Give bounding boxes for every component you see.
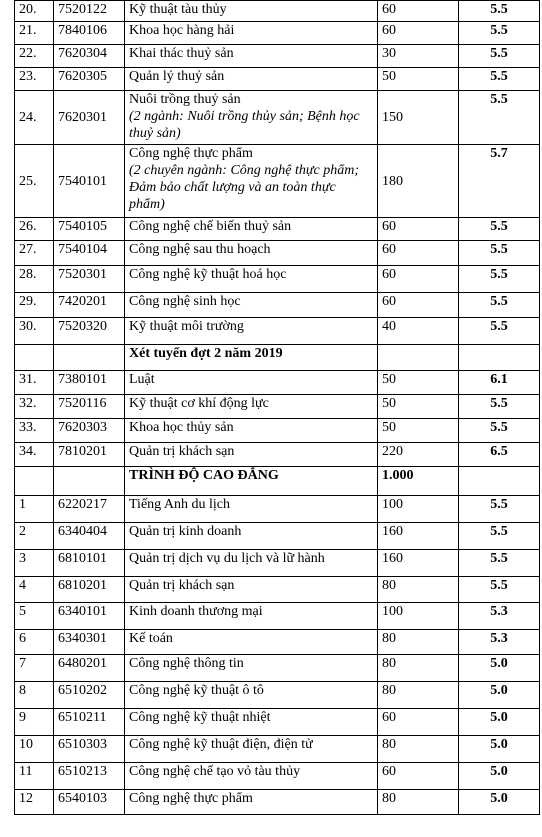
program-code: 7540104 bbox=[54, 241, 125, 266]
quota: 100 bbox=[378, 603, 459, 630]
program-name-cell bbox=[125, 145, 378, 218]
row-number: 20. bbox=[15, 1, 54, 22]
table-row bbox=[15, 736, 540, 763]
program-name: Công nghệ kỹ thuật hoá học bbox=[129, 267, 287, 282]
min-score: 5.5 bbox=[459, 22, 540, 45]
quota: 220 bbox=[378, 443, 459, 467]
row-number: 4 bbox=[15, 577, 54, 603]
program-name-cell bbox=[125, 655, 378, 682]
program-name: Công nghệ chế biến thuỷ sản bbox=[129, 219, 292, 234]
row-number: 6 bbox=[15, 630, 54, 655]
program-name-cell bbox=[125, 22, 378, 45]
program-code: 6510211 bbox=[54, 709, 125, 736]
table-row bbox=[15, 91, 540, 145]
table-row bbox=[15, 550, 540, 577]
program-name: Công nghệ thực phẩm bbox=[129, 146, 253, 161]
program-code: 7620304 bbox=[54, 45, 125, 68]
min-score: 5.5 bbox=[459, 318, 540, 345]
program-code: 7520320 bbox=[54, 318, 125, 345]
program-code: 7540105 bbox=[54, 218, 125, 241]
quota: 100 bbox=[378, 496, 459, 523]
program-name: Công nghệ sau thu hoạch bbox=[129, 242, 271, 257]
table-row bbox=[15, 145, 540, 218]
min-score: 5.5 bbox=[459, 1, 540, 22]
table-row bbox=[15, 395, 540, 419]
row-number: 34. bbox=[15, 443, 54, 467]
min-score: 5.0 bbox=[459, 736, 540, 763]
quota: 180 bbox=[378, 145, 459, 218]
program-name: Khoa học thủy sản bbox=[129, 420, 234, 435]
program-name: Công nghệ chế tạo vỏ tàu thủy bbox=[129, 764, 301, 779]
min-score: 5.7 bbox=[459, 145, 540, 218]
program-name: Luật bbox=[129, 372, 155, 387]
table-row bbox=[15, 419, 540, 443]
quota: 80 bbox=[378, 630, 459, 655]
row-number: 1 bbox=[15, 496, 54, 523]
row-number: 8 bbox=[15, 682, 54, 709]
quota: 50 bbox=[378, 371, 459, 395]
program-code: 6340404 bbox=[54, 523, 125, 550]
quota: 40 bbox=[378, 318, 459, 345]
min-score: 6.1 bbox=[459, 371, 540, 395]
empty-cell bbox=[459, 345, 540, 371]
row-number: 10 bbox=[15, 736, 54, 763]
min-score: 5.5 bbox=[459, 91, 540, 145]
program-name-cell bbox=[125, 523, 378, 550]
row-number: 2 bbox=[15, 523, 54, 550]
program-code: 6510213 bbox=[54, 763, 125, 790]
program-code: 7840106 bbox=[54, 22, 125, 45]
table-row bbox=[15, 763, 540, 790]
min-score: 5.5 bbox=[459, 241, 540, 266]
program-name-cell bbox=[125, 709, 378, 736]
row-number: 7 bbox=[15, 655, 54, 682]
min-score: 5.5 bbox=[459, 577, 540, 603]
program-code: 6510202 bbox=[54, 682, 125, 709]
program-name: Công nghệ kỹ thuật nhiệt bbox=[129, 710, 271, 725]
table-row bbox=[15, 293, 540, 318]
min-score: 5.5 bbox=[459, 496, 540, 523]
row-number: 21. bbox=[15, 22, 54, 45]
table-row bbox=[15, 523, 540, 550]
program-name-cell bbox=[125, 45, 378, 68]
table-row bbox=[15, 630, 540, 655]
row-number: 22. bbox=[15, 45, 54, 68]
table-row bbox=[15, 682, 540, 709]
min-score: 5.5 bbox=[459, 218, 540, 241]
row-number: 26. bbox=[15, 218, 54, 241]
quota: 150 bbox=[378, 91, 459, 145]
program-code: 7620301 bbox=[54, 91, 125, 145]
program-name: Công nghệ thông tin bbox=[129, 656, 244, 671]
program-name: Quản trị dịch vụ du lịch và lữ hành bbox=[129, 551, 325, 566]
program-name: Quản lý thuỷ sản bbox=[129, 69, 225, 84]
min-score: 5.0 bbox=[459, 709, 540, 736]
program-name: Kỹ thuật môi trường bbox=[129, 319, 244, 334]
program-code: 6810201 bbox=[54, 577, 125, 603]
row-number: 23. bbox=[15, 68, 54, 91]
program-name-cell bbox=[125, 266, 378, 293]
quota: 60 bbox=[378, 266, 459, 293]
program-code: 7420201 bbox=[54, 293, 125, 318]
min-score: 5.5 bbox=[459, 550, 540, 577]
program-code: 7380101 bbox=[54, 371, 125, 395]
row-number: 12 bbox=[15, 790, 54, 815]
quota: 30 bbox=[378, 45, 459, 68]
min-score: 5.0 bbox=[459, 763, 540, 790]
section-header-college bbox=[15, 467, 540, 496]
program-name-cell bbox=[125, 496, 378, 523]
program-name-cell bbox=[125, 630, 378, 655]
min-score: 5.0 bbox=[459, 655, 540, 682]
program-code: 7620303 bbox=[54, 419, 125, 443]
program-name: Quản trị khách sạn bbox=[129, 578, 235, 593]
program-name: Tiếng Anh du lịch bbox=[129, 497, 230, 512]
program-name-cell bbox=[125, 241, 378, 266]
program-name-cell bbox=[125, 68, 378, 91]
min-score: 5.5 bbox=[459, 266, 540, 293]
table-row bbox=[15, 266, 540, 293]
program-name-cell bbox=[125, 318, 378, 345]
row-number: 30. bbox=[15, 318, 54, 345]
table-row bbox=[15, 577, 540, 603]
program-name: Công nghệ thực phẩm bbox=[129, 791, 253, 806]
min-score: 5.5 bbox=[459, 293, 540, 318]
table-row bbox=[15, 22, 540, 45]
min-score: 5.0 bbox=[459, 682, 540, 709]
program-name-cell bbox=[125, 682, 378, 709]
table-row bbox=[15, 709, 540, 736]
program-name-cell bbox=[125, 395, 378, 419]
program-code: 6340301 bbox=[54, 630, 125, 655]
program-code: 6220217 bbox=[54, 496, 125, 523]
program-name-cell bbox=[125, 603, 378, 630]
row-number: 33. bbox=[15, 419, 54, 443]
quota: 80 bbox=[378, 736, 459, 763]
program-name-cell bbox=[125, 550, 378, 577]
quota: 80 bbox=[378, 790, 459, 815]
table-row bbox=[15, 443, 540, 467]
program-code: 6510303 bbox=[54, 736, 125, 763]
row-number: 28. bbox=[15, 266, 54, 293]
program-code: 6810101 bbox=[54, 550, 125, 577]
min-score: 5.3 bbox=[459, 603, 540, 630]
program-name-cell bbox=[125, 1, 378, 22]
min-score: 5.5 bbox=[459, 68, 540, 91]
program-name: Kế toán bbox=[129, 631, 173, 646]
quota: 60 bbox=[378, 1, 459, 22]
program-note: (2 chuyên ngành: Công nghệ thực phẩm; Đảm bảo chất lượng và an toàn thực phẩm) bbox=[129, 163, 360, 212]
min-score: 5.0 bbox=[459, 790, 540, 815]
program-name: Công nghệ sinh học bbox=[129, 294, 241, 309]
row-number: 32. bbox=[15, 395, 54, 419]
table-row bbox=[15, 371, 540, 395]
table-row bbox=[15, 1, 540, 22]
program-name-cell bbox=[125, 91, 378, 145]
program-name: Khai thác thuỷ sản bbox=[129, 46, 234, 61]
program-name: Quản trị kinh doanh bbox=[129, 524, 242, 539]
quota: 80 bbox=[378, 682, 459, 709]
program-name: Công nghệ kỹ thuật ô tô bbox=[129, 683, 264, 698]
section-header-round2 bbox=[15, 345, 540, 371]
program-name: Kỹ thuật tàu thủy bbox=[129, 2, 227, 17]
section-quota bbox=[378, 345, 459, 371]
program-code: 7540101 bbox=[54, 145, 125, 218]
quota: 50 bbox=[378, 395, 459, 419]
table-row bbox=[15, 655, 540, 682]
program-name-cell bbox=[125, 443, 378, 467]
section-title: Xét tuyển đợt 2 năm 2019 bbox=[125, 345, 378, 371]
row-number: 3 bbox=[15, 550, 54, 577]
row-number: 24. bbox=[15, 91, 54, 145]
min-score: 5.5 bbox=[459, 395, 540, 419]
program-code: 7810201 bbox=[54, 443, 125, 467]
empty-cell bbox=[15, 467, 54, 496]
quota: 60 bbox=[378, 709, 459, 736]
quota: 60 bbox=[378, 218, 459, 241]
quota: 60 bbox=[378, 763, 459, 790]
empty-cell bbox=[54, 467, 125, 496]
empty-cell bbox=[459, 467, 540, 496]
table-row bbox=[15, 45, 540, 68]
quota: 160 bbox=[378, 550, 459, 577]
quota: 50 bbox=[378, 68, 459, 91]
program-name-cell bbox=[125, 218, 378, 241]
program-code: 7620305 bbox=[54, 68, 125, 91]
row-number: 11 bbox=[15, 763, 54, 790]
min-score: 5.5 bbox=[459, 45, 540, 68]
section-title: TRÌNH ĐỘ CAO ĐẲNG bbox=[125, 467, 378, 496]
min-score: 6.5 bbox=[459, 443, 540, 467]
row-number: 9 bbox=[15, 709, 54, 736]
row-number: 25. bbox=[15, 145, 54, 218]
min-score: 5.5 bbox=[459, 419, 540, 443]
empty-cell bbox=[54, 345, 125, 371]
min-score: 5.3 bbox=[459, 630, 540, 655]
program-code: 6540103 bbox=[54, 790, 125, 815]
admission-table-body bbox=[15, 1, 540, 815]
program-name-cell bbox=[125, 736, 378, 763]
table-row bbox=[15, 603, 540, 630]
program-name: Khoa học hàng hải bbox=[129, 23, 235, 38]
section-quota: 1.000 bbox=[378, 467, 459, 496]
program-name: Nuôi trồng thuỷ sản bbox=[129, 92, 241, 107]
min-score: 5.5 bbox=[459, 523, 540, 550]
program-code: 6480201 bbox=[54, 655, 125, 682]
table-row bbox=[15, 496, 540, 523]
program-note: (2 ngành: Nuôi trồng thủy sản; Bệnh học thuỷ sản) bbox=[129, 109, 360, 141]
program-name-cell bbox=[125, 763, 378, 790]
row-number: 27. bbox=[15, 241, 54, 266]
program-code: 7520116 bbox=[54, 395, 125, 419]
table-row bbox=[15, 241, 540, 266]
program-name-cell bbox=[125, 419, 378, 443]
empty-cell bbox=[15, 345, 54, 371]
row-number: 29. bbox=[15, 293, 54, 318]
program-name: Quản trị khách sạn bbox=[129, 444, 235, 459]
program-code: 7520122 bbox=[54, 1, 125, 22]
quota: 160 bbox=[378, 523, 459, 550]
program-code: 7520301 bbox=[54, 266, 125, 293]
program-name: Kinh doanh thương mại bbox=[129, 604, 263, 619]
quota: 50 bbox=[378, 419, 459, 443]
quota: 60 bbox=[378, 293, 459, 318]
quota: 60 bbox=[378, 22, 459, 45]
program-name: Công nghệ kỹ thuật điện, điện tử bbox=[129, 737, 313, 752]
program-name: Kỹ thuật cơ khí động lực bbox=[129, 396, 269, 411]
program-name-cell bbox=[125, 577, 378, 603]
program-code: 6340101 bbox=[54, 603, 125, 630]
program-name-cell bbox=[125, 790, 378, 815]
table-row bbox=[15, 218, 540, 241]
table-row bbox=[15, 318, 540, 345]
quota: 80 bbox=[378, 577, 459, 603]
row-number: 5 bbox=[15, 603, 54, 630]
table-row bbox=[15, 68, 540, 91]
program-name-cell bbox=[125, 293, 378, 318]
admission-table bbox=[14, 0, 540, 815]
program-name-cell bbox=[125, 371, 378, 395]
quota: 80 bbox=[378, 655, 459, 682]
quota: 60 bbox=[378, 241, 459, 266]
table-row bbox=[15, 790, 540, 815]
row-number: 31. bbox=[15, 371, 54, 395]
